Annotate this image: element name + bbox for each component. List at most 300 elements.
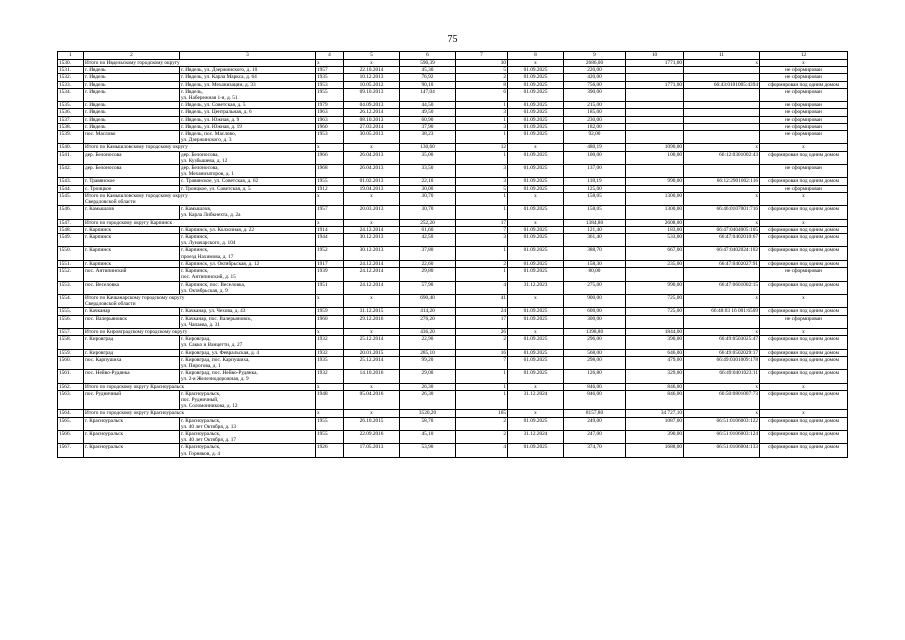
table-cell: г. Карпинск <box>84 234 180 247</box>
table-cell: 90,10 <box>400 81 456 88</box>
table-cell: 480,19 <box>564 144 626 151</box>
table-cell: 1939 <box>316 268 344 281</box>
subtotal-row <box>58 294 848 307</box>
table-cell: 1 <box>456 370 508 383</box>
table-row <box>58 430 848 443</box>
table-cell: 1553. <box>58 281 84 294</box>
table-cell: г. Карпинск, пос. Антипинский, д. 15 <box>180 268 316 281</box>
table-cell: г. Ивдель, пос. Маслово, ул. Дзержинского, д. 3 <box>180 131 316 144</box>
table-cell: x <box>344 219 400 226</box>
table-cell: г. Кировград, ул. Февральская, д. 4 <box>180 349 316 356</box>
table-cell: 3 <box>456 123 508 130</box>
table-cell: 66:50:0801007:73 <box>684 390 760 410</box>
table-cell: г. Красноуральск, ул. Горняков, д. 4 <box>180 444 316 457</box>
table-cell: 121,40 <box>564 226 626 233</box>
table-cell: 25.12.2014 <box>344 336 400 349</box>
table-cell: сформирован под одним домом <box>760 336 848 349</box>
table-cell: 26.04.2013 <box>344 165 400 178</box>
table-cell: 66:49:0401023:11 <box>684 370 760 383</box>
table-cell: г. Ивдель, ул. Советская, д. 5 <box>180 102 316 109</box>
table-cell <box>626 165 684 178</box>
table-cell: 1536. <box>58 109 84 116</box>
table-cell: 1552. <box>58 268 84 281</box>
table-cell: 1944 <box>316 234 344 247</box>
table-cell: 30 <box>456 60 508 67</box>
table-cell <box>626 268 684 281</box>
table-cell: пос. Антипинский <box>84 268 180 281</box>
table-cell: x <box>760 328 848 335</box>
table-cell: 1 <box>456 116 508 123</box>
table-cell: 1300,00 <box>626 192 684 205</box>
column-number: 2 <box>84 52 180 60</box>
table-cell: 1955 <box>316 417 344 430</box>
table-row <box>58 234 848 247</box>
table-cell: x <box>508 144 564 151</box>
table-cell: 990,00 <box>626 281 684 294</box>
table-row <box>58 247 848 260</box>
table-cell: 01.09.2025 <box>508 308 564 315</box>
table-cell: 24 <box>456 308 508 315</box>
table-cell: 1090,00 <box>626 144 684 151</box>
table-cell: 2 <box>456 74 508 81</box>
table-cell: г. Красноуральск <box>84 430 180 443</box>
table-cell: 01.09.2025 <box>508 151 564 164</box>
table-cell: 1 <box>456 390 508 410</box>
table-cell: 600,00 <box>564 308 626 315</box>
table-row <box>58 349 848 356</box>
table-cell: 1688,00 <box>626 444 684 457</box>
table-cell: 479,00 <box>626 356 684 369</box>
table-cell: г. Качканар <box>84 308 180 315</box>
table-cell: не сформирован <box>760 315 848 328</box>
column-number: 7 <box>456 52 508 60</box>
table-cell: 1557. <box>58 328 84 335</box>
table-cell: г. Ивдель <box>84 67 180 74</box>
table-cell: 1959 <box>316 308 344 315</box>
table-row <box>58 102 848 109</box>
table-cell: 1932 <box>316 336 344 349</box>
table-cell: сформирован под одним домом <box>760 81 848 88</box>
table-cell: 130,60 <box>400 144 456 151</box>
table-cell: 4 <box>456 281 508 294</box>
table-cell: 1559. <box>58 349 84 356</box>
table-cell: не сформирован <box>760 116 848 123</box>
table-cell: пос. Рудничный <box>84 390 180 410</box>
table-cell: 235,00 <box>626 260 684 267</box>
table-cell: 3 <box>456 165 508 178</box>
table-cell: 1541. <box>58 151 84 164</box>
table-cell: Итого по Камышловскому городскому округу Свердловской области <box>84 192 316 205</box>
table-cell: 1966 <box>316 151 344 164</box>
table-row <box>58 88 848 101</box>
table-cell: не сформирован <box>760 131 848 144</box>
table-row <box>58 281 848 294</box>
column-number: 1 <box>58 52 84 60</box>
table-cell: 1948 <box>316 390 344 410</box>
table-cell: 118,19 <box>564 178 626 185</box>
table-cell: x <box>684 383 760 390</box>
table-cell: 1963 <box>316 116 344 123</box>
table-cell: 22.10.2014 <box>344 67 400 74</box>
table-cell: 01.09.2025 <box>508 131 564 144</box>
table-cell: 126,80 <box>564 370 626 383</box>
table-cell: 01.09.2025 <box>508 234 564 247</box>
table-cell: 1544. <box>58 185 84 192</box>
table-cell: 37,80 <box>400 247 456 260</box>
table-cell: 1538. <box>58 123 84 130</box>
table-cell: г. Ивдель <box>84 81 180 88</box>
table-cell: 1551. <box>58 260 84 267</box>
table-cell: 900,00 <box>564 294 626 307</box>
table-cell: 29,00 <box>400 370 456 383</box>
table-cell: сформирован под одним домом <box>760 390 848 410</box>
table-cell: 66:49:0301009:178 <box>684 356 760 369</box>
table-cell: 16 <box>456 349 508 356</box>
table-cell: 5 <box>456 185 508 192</box>
table-cell: 2 <box>456 260 508 267</box>
table-cell: 1560. <box>58 356 84 369</box>
table-cell: г. Красноуральск, пос. Рудничный, ул. Соломонникова, д. 12 <box>180 390 316 410</box>
table-cell: 1543. <box>58 178 84 185</box>
table-cell: 3 <box>456 234 508 247</box>
table-cell: 414,20 <box>400 308 456 315</box>
table-cell <box>626 102 684 109</box>
table-cell: не сформирован <box>760 268 848 281</box>
table-cell <box>626 74 684 81</box>
table-cell: 4 <box>456 444 508 457</box>
table-cell: сформирован под одним домом <box>760 370 848 383</box>
table-cell: x <box>760 60 848 67</box>
table-cell: 24.12.2014 <box>344 226 400 233</box>
table-cell: не сформирован <box>760 67 848 74</box>
table-cell: 1562. <box>58 383 84 390</box>
table-cell: 01.09.2025 <box>508 185 564 192</box>
table-cell: 2 <box>456 430 508 443</box>
table-cell: 1844,00 <box>626 328 684 335</box>
table-cell: сформирован под одним домом <box>760 260 848 267</box>
table-cell: 147,04 <box>400 88 456 101</box>
column-number: 4 <box>316 52 344 60</box>
table-cell: 66:51:0106003:124 <box>684 430 760 443</box>
housing-register-table <box>57 51 848 458</box>
table-row <box>58 268 848 281</box>
column-number: 3 <box>180 52 316 60</box>
table-cell: 846,00 <box>626 383 684 390</box>
table-cell: x <box>316 410 344 417</box>
table-cell: 182,00 <box>564 123 626 130</box>
table-cell: x <box>508 192 564 205</box>
table-cell: 30.12.2013 <box>344 247 400 260</box>
table-cell: г. Ивдель, ул. Карла Маркса, д. 64 <box>180 74 316 81</box>
table-cell: 1547. <box>58 219 84 226</box>
table-cell: 2 <box>456 417 508 430</box>
table-cell: 01.09.2025 <box>508 370 564 383</box>
subtotal-row <box>58 219 848 226</box>
table-cell: не сформирован <box>760 102 848 109</box>
table-cell: 19.04.2013 <box>344 185 400 192</box>
table-cell: г. Троицкое, ул. Советская, д. 5 <box>180 185 316 192</box>
table-cell: 10.12.2013 <box>344 74 400 81</box>
table-cell: 99,20 <box>400 356 456 369</box>
table-cell: 1533. <box>58 81 84 88</box>
table-cell: не сформирован <box>760 109 848 116</box>
table-cell: сформирован под одним домом <box>760 356 848 369</box>
table-cell: 45,10 <box>400 430 456 443</box>
table-cell: 01.09.2025 <box>508 81 564 88</box>
table-cell: 76,92 <box>400 74 456 81</box>
table-cell: 66:51:0106003:122 <box>684 417 760 430</box>
table-cell: 30.12.2013 <box>344 234 400 247</box>
table-cell: 1537. <box>58 116 84 123</box>
table-cell: 388,70 <box>564 247 626 260</box>
table-cell: г. Карпинск, ул. Колхозная, д. 22 <box>180 226 316 233</box>
table-cell: г. Ивдель <box>84 102 180 109</box>
table-cell: Итого по городскому округу Карпинск <box>84 219 316 226</box>
table-cell: г. Кировград, пос. Нейво-Рудянка, ул. 2-я Железнодорожная, д. 9 <box>180 370 316 383</box>
table-cell: 1 <box>456 206 508 219</box>
table-cell: 6 <box>456 88 508 101</box>
table-cell: 249,00 <box>564 417 626 430</box>
table-cell: 1 <box>456 192 508 205</box>
table-cell: не сформирован <box>760 165 848 178</box>
table-cell: 27.03.2014 <box>344 123 400 130</box>
table-row <box>58 165 848 178</box>
table-cell: 568,00 <box>564 349 626 356</box>
table-cell: 1 <box>456 383 508 390</box>
table-cell: 30,00 <box>400 185 456 192</box>
table-cell: 846,00 <box>564 383 626 390</box>
table-cell: 3 <box>456 178 508 185</box>
table-cell: 08.10.2013 <box>344 116 400 123</box>
table-cell: 38,23 <box>400 131 456 144</box>
table-cell: 183,00 <box>626 226 684 233</box>
table-cell: 276,20 <box>400 315 456 328</box>
table-cell: не сформирован <box>760 185 848 192</box>
table-cell: г. Карпинск, пос. Веселовка, ул. Октябрьская, д. 9 <box>180 281 316 294</box>
table-cell <box>684 123 760 130</box>
table-cell: x <box>508 328 564 335</box>
table-cell: x <box>684 328 760 335</box>
table-cell: 3520,20 <box>400 410 456 417</box>
subtotal-row <box>58 383 848 390</box>
table-cell: 1384,80 <box>564 219 626 226</box>
table-cell: 1398,80 <box>564 328 626 335</box>
table-cell: г. Карпинск, ул. Октябрьская, д. 12 <box>180 260 316 267</box>
table-row <box>58 315 848 328</box>
table-cell: 1564. <box>58 410 84 417</box>
table-cell: 26.12.2014 <box>344 109 400 116</box>
table-cell: 66:49:0502029:17 <box>684 349 760 356</box>
table-cell: 1542. <box>58 165 84 178</box>
table-cell: 1960 <box>316 315 344 328</box>
table-cell: г. Красноуральск <box>84 417 180 430</box>
table-cell <box>626 315 684 328</box>
table-cell: 1540. <box>58 144 84 151</box>
table-cell: 725,00 <box>626 308 684 315</box>
table-cell: пос. Валерьяновск <box>84 315 180 328</box>
table-cell: г. Карпинск <box>84 226 180 233</box>
table-cell: 1953 <box>316 131 344 144</box>
table-cell: с. Троицкое <box>84 185 180 192</box>
table-cell: дер. Белоносова, ул. Механизаторов, д. 1 <box>180 165 316 178</box>
table-cell: 26,30 <box>400 383 456 390</box>
table-cell <box>626 185 684 192</box>
table-cell: 296,00 <box>564 336 626 349</box>
table-cell: 66:12:2901002:116 <box>684 178 760 185</box>
table-cell: 1558. <box>58 336 84 349</box>
table-row <box>58 390 848 410</box>
table-cell: с. Травянское, ул. Советская, д. 62 <box>180 178 316 185</box>
table-cell: 66:51:0106004:133 <box>684 444 760 457</box>
table-cell: x <box>760 294 848 307</box>
table-cell: 01.09.2025 <box>508 116 564 123</box>
table-cell: сформирован под одним домом <box>760 430 848 443</box>
table-cell: г. Камышлов, ул. Карла Либкнехта, д. 2а <box>180 206 316 219</box>
table-cell: 22.09.2016 <box>344 430 400 443</box>
table-cell: г. Карпинск, проезд Нахимова, д. 17 <box>180 247 316 260</box>
table-cell: 80,00 <box>564 268 626 281</box>
table-cell: сформирован под одним домом <box>760 234 848 247</box>
table-cell: 01.09.2025 <box>508 109 564 116</box>
table-cell: 42,50 <box>400 234 456 247</box>
table-cell: 22,90 <box>400 336 456 349</box>
table-cell: 1957 <box>316 67 344 74</box>
table-row <box>58 178 848 185</box>
table-row <box>58 109 848 116</box>
table-cell: г. Ивдель, ул. Южная, д. 19 <box>180 123 316 130</box>
table-cell: 01.09.2025 <box>508 67 564 74</box>
table-cell: 24.12.2014 <box>344 268 400 281</box>
table-cell: 1968 <box>316 165 344 178</box>
table-cell: 01.09.2025 <box>508 88 564 101</box>
subtotal-row <box>58 192 848 205</box>
table-cell: Итого по городскому округу Красноуральск <box>84 410 316 417</box>
table-cell <box>684 74 760 81</box>
table-cell: 436,20 <box>400 328 456 335</box>
table-cell: 1 <box>456 151 508 164</box>
table-cell: Итого по Кировградскому городскому округу <box>84 328 316 335</box>
table-cell: сформирован под одним домом <box>760 444 848 457</box>
table-cell: x <box>344 192 400 205</box>
table-cell: 390,00 <box>626 336 684 349</box>
table-row <box>58 308 848 315</box>
table-cell: 590,39 <box>400 60 456 67</box>
table-cell: x <box>316 192 344 205</box>
table-cell: г. Ивдель, ул. Центральная, д. 6 <box>180 109 316 116</box>
table-cell: 275,00 <box>564 281 626 294</box>
table-cell: 66:47:0402010:67 <box>684 234 760 247</box>
table-cell: 390,00 <box>564 88 626 101</box>
table-cell: 29,80 <box>400 268 456 281</box>
table-cell: x <box>684 294 760 307</box>
table-cell: 30.05.2013 <box>344 131 400 144</box>
table-cell: x <box>508 219 564 226</box>
table-cell: 20.03.2013 <box>344 206 400 219</box>
table-cell: Итого по Ивдельскому городскому округу <box>84 60 316 67</box>
table-cell: 725,00 <box>626 294 684 307</box>
table-cell <box>626 123 684 130</box>
table-cell: г. Ивдель <box>84 109 180 116</box>
table-cell: 100,00 <box>626 151 684 164</box>
table-cell: 17.05.2013 <box>344 444 400 457</box>
table-cell: x <box>508 383 564 390</box>
page-number: 75 <box>447 34 458 45</box>
table-cell: 1979 <box>316 102 344 109</box>
table-cell: сформирован под одним домом <box>760 349 848 356</box>
table-cell: 1300,00 <box>626 206 684 219</box>
table-cell: г. Ивдель <box>84 123 180 130</box>
table-cell: 1951 <box>316 281 344 294</box>
table-cell: 1548. <box>58 226 84 233</box>
table-cell: 1531. <box>58 67 84 74</box>
table-cell: сформирован под одним домом <box>760 151 848 164</box>
table-cell: x <box>760 410 848 417</box>
table-cell: 1935 <box>316 356 344 369</box>
table-cell <box>626 88 684 101</box>
table-cell: 846,00 <box>564 390 626 410</box>
table-cell: 01.09.2025 <box>508 349 564 356</box>
table-cell: 04.09.2013 <box>344 102 400 109</box>
table-cell: сформирован под одним домом <box>760 247 848 260</box>
column-number: 9 <box>564 52 626 60</box>
table-cell: 45,30 <box>400 67 456 74</box>
table-row <box>58 226 848 233</box>
table-cell: 01.09.2025 <box>508 260 564 267</box>
table-cell: 1771,00 <box>626 60 684 67</box>
table-row <box>58 81 848 88</box>
table-cell: 66:49:0503025:47 <box>684 336 760 349</box>
table-cell: 165 <box>456 410 508 417</box>
table-cell: 8157,80 <box>564 410 626 417</box>
table-cell: 44,50 <box>400 102 456 109</box>
table-cell <box>684 102 760 109</box>
table-cell: 247,00 <box>564 430 626 443</box>
subtotal-row <box>58 410 848 417</box>
table-cell: 7 <box>456 356 508 369</box>
table-cell: x <box>760 219 848 226</box>
table-cell: пос. Нейво-Рудянка <box>84 370 180 383</box>
table-cell: x <box>684 144 760 151</box>
table-cell: 1771,00 <box>626 81 684 88</box>
table-cell: г. Травянское <box>84 178 180 185</box>
table-row <box>58 336 848 349</box>
subtotal-row <box>58 60 848 67</box>
table-cell: пос. Карпушиха <box>84 356 180 369</box>
table-cell <box>684 109 760 116</box>
table-cell: 1539. <box>58 131 84 144</box>
table-cell: г. Качканар, пос. Валерьяновск, ул. Чапаева, д. 31 <box>180 315 316 328</box>
table-cell <box>626 116 684 123</box>
table-row <box>58 151 848 164</box>
table-cell: 05.04.2016 <box>344 390 400 410</box>
table-cell <box>626 67 684 74</box>
table-cell: 31.12.2024 <box>508 390 564 410</box>
table-cell: 37,90 <box>400 123 456 130</box>
table-cell: сформирован под одним домом <box>760 226 848 233</box>
table-cell: 252,20 <box>400 219 456 226</box>
table-row <box>58 185 848 192</box>
table-cell: 1932 <box>316 349 344 356</box>
table-cell <box>684 67 760 74</box>
table-cell: x <box>684 192 760 205</box>
table-cell: 1926 <box>316 444 344 457</box>
table-cell: 1955 <box>316 178 344 185</box>
table-row <box>58 74 848 81</box>
table-cell: x <box>344 383 400 390</box>
table-cell: 990,00 <box>626 178 684 185</box>
table-cell: 35,00 <box>400 151 456 164</box>
table-cell: x <box>316 219 344 226</box>
